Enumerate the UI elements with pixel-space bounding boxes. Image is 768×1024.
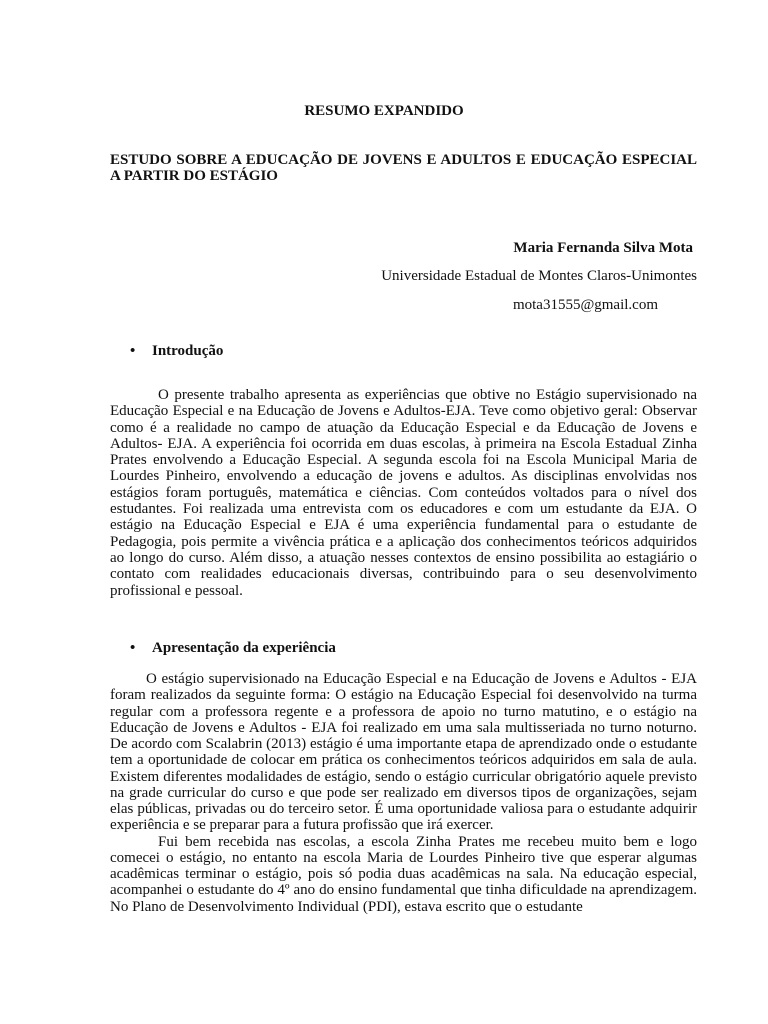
introduction-text: O presente trabalho apresenta as experiências que obtive no Estágio supervisionado na Educação Especial e na Educação de Jovens e Adultos-EJA. Teve como objetivo geral: Observar como é a realidade no campo de atuação da Educação Especial e da Educação de Jovens e Adultos- EJA. A experiência foi ocorrida em duas escolas, à primeira na Escola Estadual Zinha Prates envolvendo a Educação Especial. A segunda escola foi na Escola Municipal Maria de Lourdes Pinheiro, envolvendo a educação de jovens e adultos. As disciplinas envolvidas nos estágios foram português, matemática e ciências. Com conteúdos voltados para o nível dos estudantes. Foi realizada uma entrevista com os educadores e com um estudante da EJA. O estágio na Educação Especial e EJA é uma experiência fundamental para o estudante de Pedagogia, pois permite a vivência prática e a aplicação dos conhecimentos teóricos adquiridos ao longo do curso. Além disso, a atuação nesses contextos de ensino possibilita ao estagiário o contato com realidades educacionais diversas, contribuindo para o seu desenvolvimento profissional e pessoal. (110, 387, 697, 599)
section-heading-label: Apresentação da experiência (152, 640, 336, 656)
introduction-paragraph (110, 387, 697, 599)
document-subtitle: ESTUDO SOBRE A EDUCAÇÃO DE JOVENS E ADULTOS E EDUCAÇÃO ESPECIAL A PARTIR DO ESTÁGIO (110, 152, 697, 184)
section-heading-introduction (110, 343, 223, 360)
document-title: RESUMO EXPANDIDO (304, 103, 464, 119)
experience-text-1: O estágio supervisionado na Educação Especial e na Educação de Jovens e Adultos - EJA foram realizados da seguinte forma: O estágio na Educação Especial foi desenvolvido na turma regular com a professora regente e a professora de apoio no turno matutino, e o estágio na Educação de Jovens e Adultos - EJA foi realizado em uma sala multisseriada no turno noturno. De acordo com Scalabrin (2013) estágio é uma importante etapa de aprendizado onde o estudante tem a oportunidade de colocar em prática os conhecimentos teóricos adquiridos em sala de aula. Existem diferentes modalidades de estágio, sendo o estágio curricular obrigatório aquele previsto na grade curricular do curso e que pode ser realizado em diversos tipos de organizações, sejam elas públicas, privadas ou do terceiro setor. É uma oportunidade valiosa para o estudante adquirir experiência e se preparar para a futura profissão que irá exercer. (110, 671, 697, 834)
section-heading-label: Introdução (152, 343, 224, 359)
bullet-icon: • (130, 640, 136, 656)
author-name: Maria Fernanda Silva Mota (513, 240, 693, 256)
section-heading-experience (110, 640, 336, 657)
experience-text-2: Fui bem recebida nas escolas, a escola Zinha Prates me recebeu muito bem e logo comecei o estágio, no entanto na escola Maria de Lourdes Pinheiro tive que esperar algumas acadêmicas terminar o estágio, pois só podia duas acadêmicas na sala. Na educação especial, acompanhei o estudante do 4º ano do ensino fundamental que tinha dificuldade na aprendizagem. No Plano de Desenvolvimento Individual (PDI), estava escrito que o estudante (110, 833, 697, 915)
experience-paragraphs (110, 671, 697, 915)
bullet-icon: • (130, 343, 136, 359)
author-institution: Universidade Estadual de Montes Claros-Unimontes (381, 268, 697, 284)
author-email: mota31555@gmail.com (512, 297, 658, 313)
